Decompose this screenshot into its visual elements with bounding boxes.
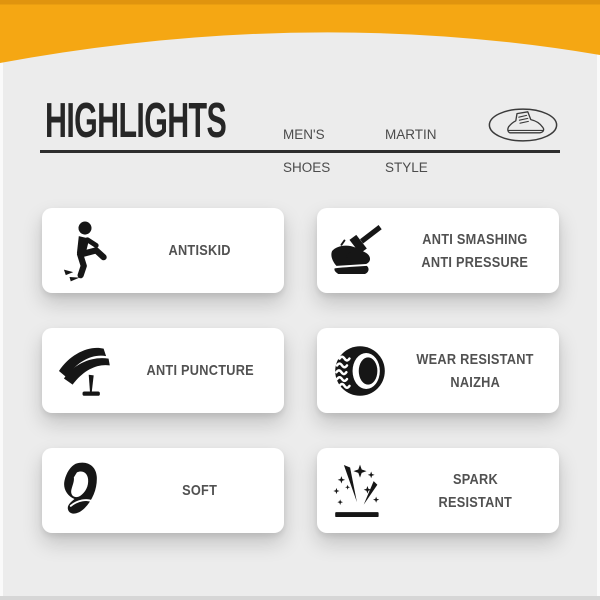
feature-card-wear-resistant [317,328,559,413]
tag-martin-style [385,110,437,176]
feature-card-soft [42,448,284,533]
tag-martin-style-line1: MARTIN [385,126,437,142]
header-divider [40,150,560,153]
bottom-edge-strip [0,596,600,600]
header [0,0,600,175]
feature-label-line1: ANTISKID [168,242,232,259]
feature-label-line1: ANTI PUNCTURE [146,362,254,379]
page-title: HIGHLIGHTS [45,94,227,148]
boot-logo-icon [487,104,559,146]
feature-label-line2: NAIZHA [450,373,500,391]
feature-label [128,479,284,502]
feature-label [403,228,559,274]
feature-label [128,239,284,262]
feature-label [128,359,284,382]
feature-label-line1: SOFT [182,482,218,499]
feature-card-anti-puncture [42,328,284,413]
tire-icon [317,340,403,402]
feature-label [403,468,559,514]
hammer-boot-icon [317,220,403,282]
tag-mens-shoes [283,110,330,176]
slipping-person-icon [42,220,128,282]
punctured-sole-icon [42,340,128,402]
tag-mens-shoes-line2: SHOES [283,159,331,175]
feature-label-line1: WEAR RESISTANT [416,350,534,368]
bent-shoe-icon [42,460,128,522]
feature-label-line2: RESISTANT [438,493,512,511]
feature-card-antiskid [42,208,284,293]
tag-martin-style-line2: STYLE [385,159,428,175]
tag-mens-shoes-line1: MEN'S [283,126,325,142]
feature-card-spark-resistant [317,448,559,533]
sparks-icon [317,460,403,522]
feature-label-line1: SPARK [452,470,498,488]
feature-label [403,348,559,394]
feature-card-anti-smashing [317,208,559,293]
feature-label-line1: ANTI SMASHING [422,230,528,248]
feature-label-line2: ANTI PRESSURE [421,253,529,271]
